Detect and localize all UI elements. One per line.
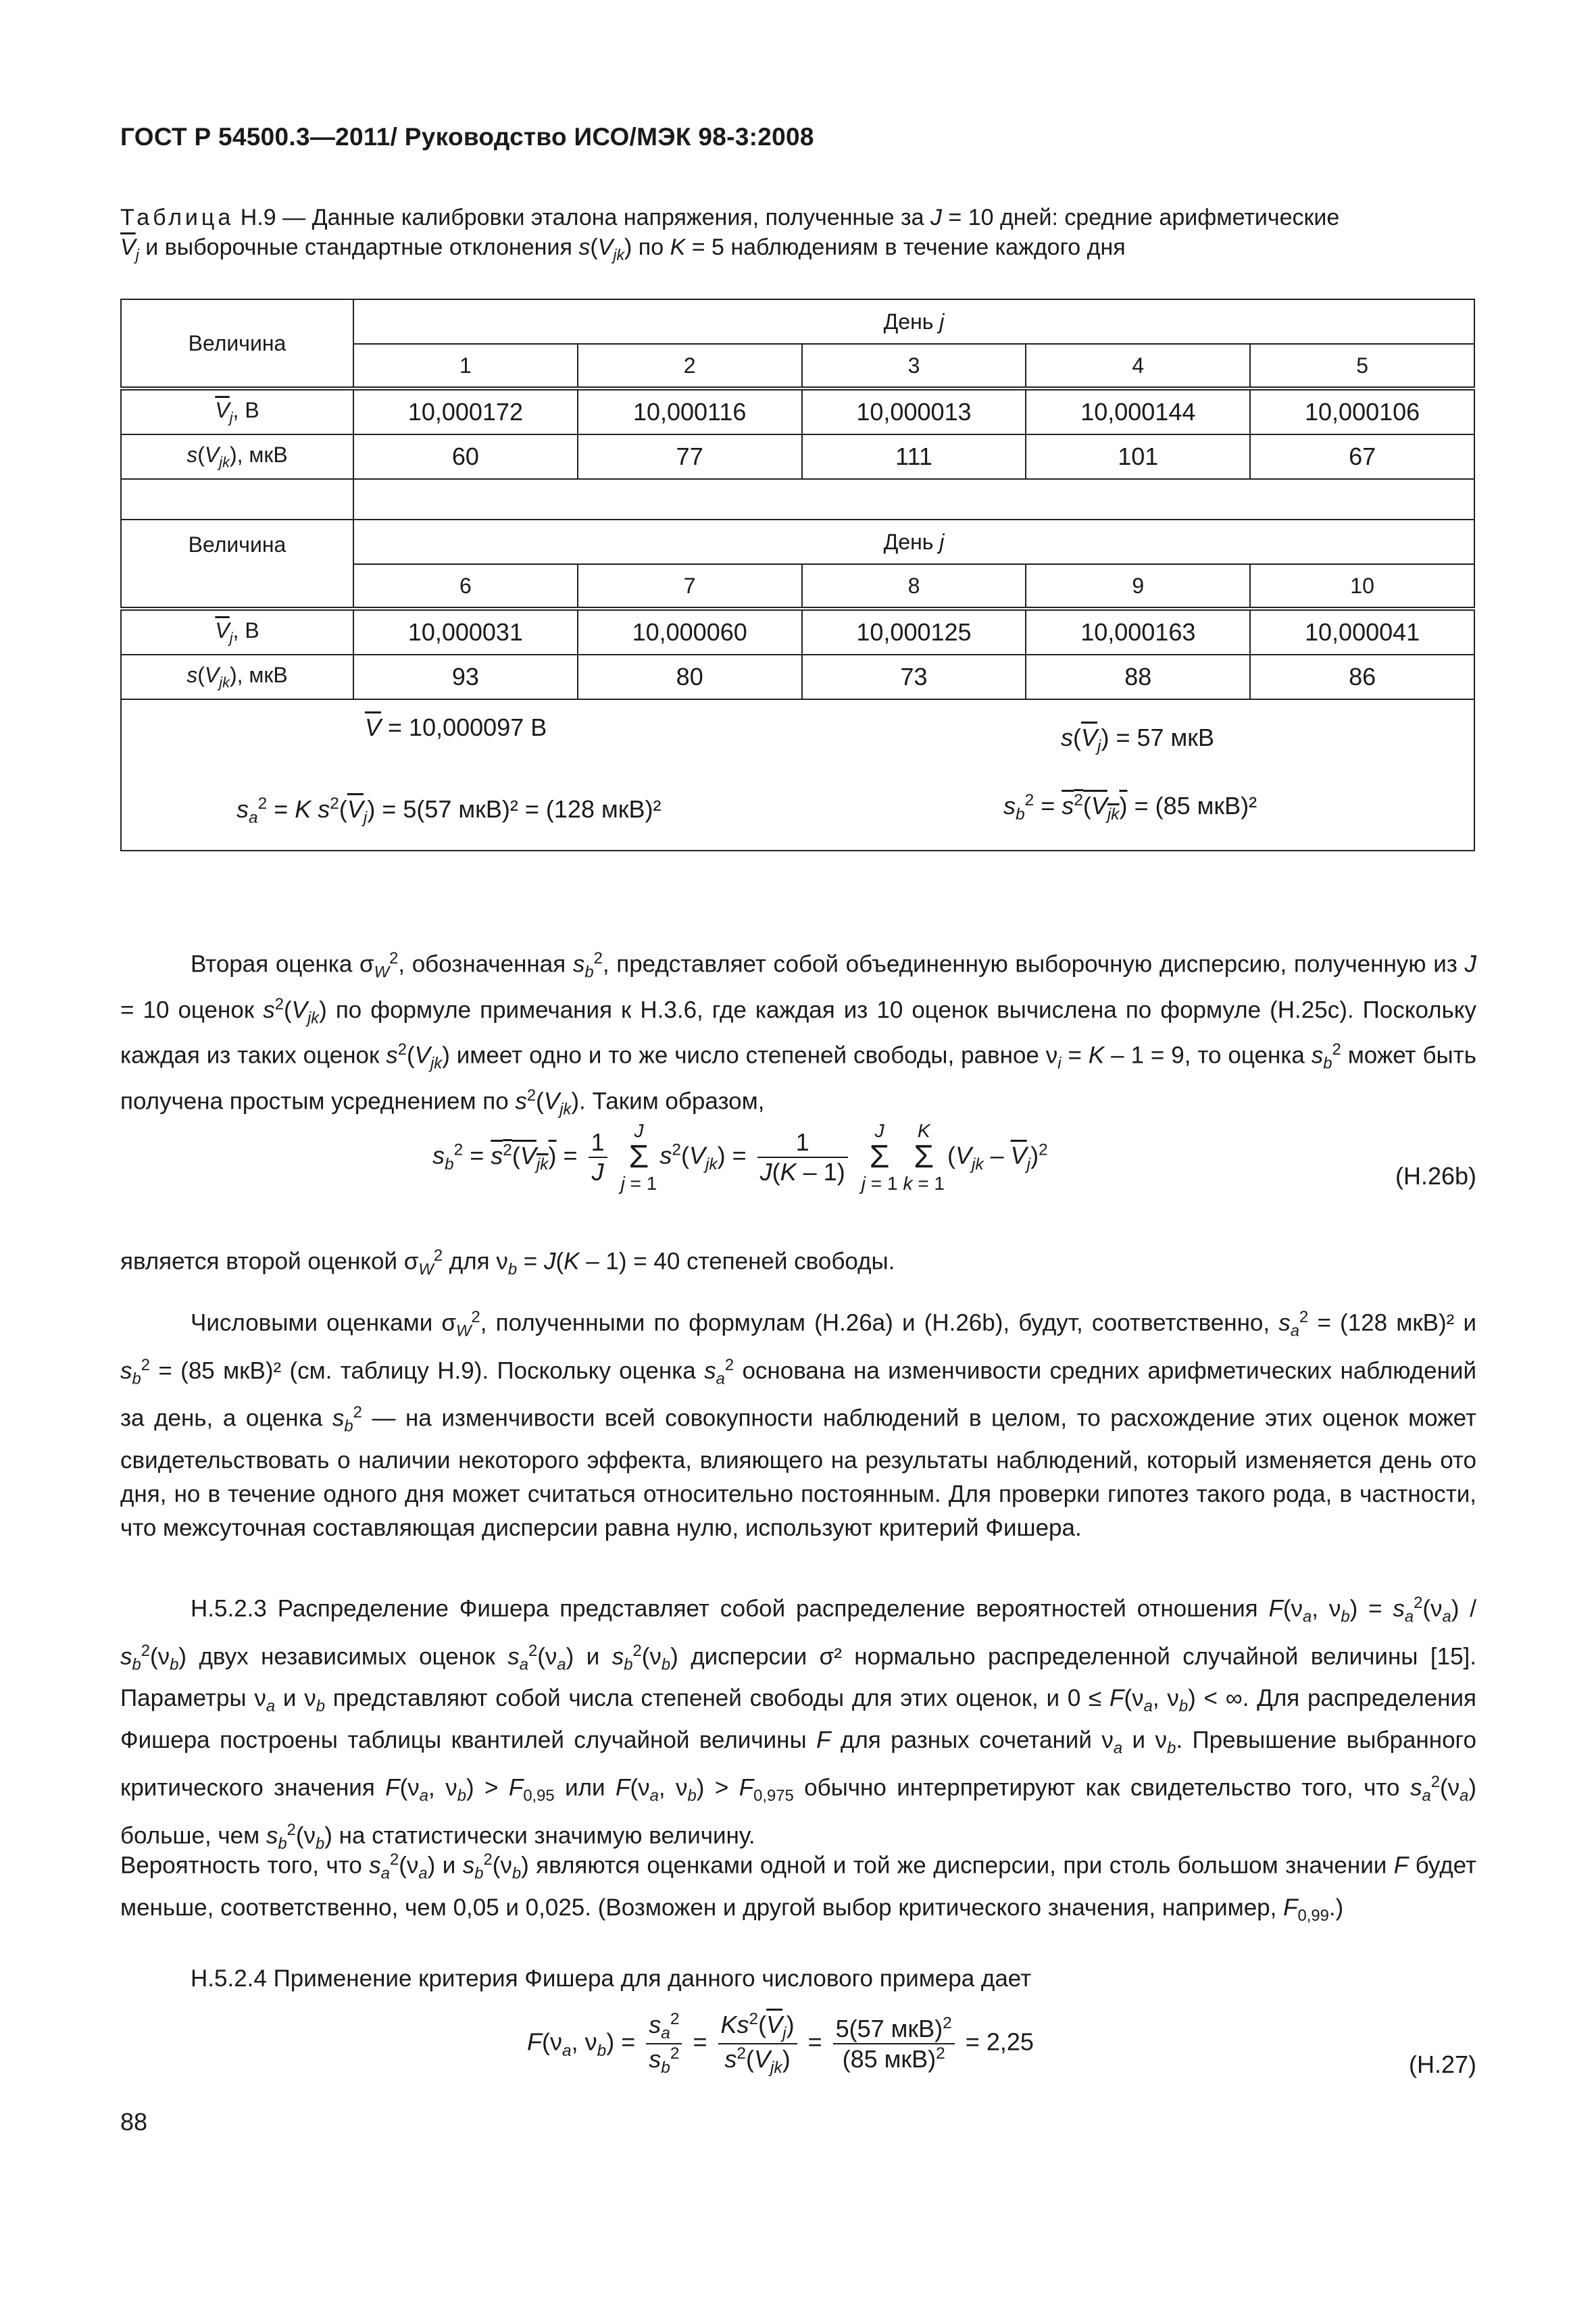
- paragraph: является второй оценкой $\sigma_W^2$ для $\nu_b = J(K - 1) = 40$ степеней свободы.: [120, 1247, 895, 1279]
- blank-cell: [121, 479, 353, 520]
- table-cell: 67: [1250, 434, 1474, 479]
- paragraph: Вторая оценка $\sigma_W^2$, обозначенная $s_b^2$, представляет собой объединенную выборочную дисперсию, полученную из J = 10 оценок $s^2(V_{jk})$ по формуле примечания к Н.3.6, где каждая из 10 оценок вычислена по формуле (Н.25с). Поскольку каждая из таких оценок $s^2(V_{jk})$ имеет одно и то же число степеней свободы, равное $\nu_i = K - 1 = 9$, то оценка $s_b^2$ может быть получена простым усреднением по $s^2(V_{jk})$. Таким образом,: [120, 949, 1477, 1119]
- blank-cell: [353, 479, 1474, 520]
- table-cell: 10,000125: [802, 609, 1026, 655]
- table-cell: 10,000144: [1026, 388, 1250, 434]
- calibration-table: [120, 299, 1475, 851]
- mean-sd: $s(\overline{V}_j) = 57$ мкВ: [1061, 724, 1215, 756]
- day-number: 10: [1250, 564, 1474, 609]
- row-label-mean: $\overline{V}_j$, В: [121, 388, 353, 434]
- grand-mean: $\overline{V} = 10,000097$ В: [365, 713, 547, 741]
- table-cell: 10,000041: [1250, 609, 1474, 655]
- row-label-sd: $s(V_{jk})$, мкВ: [121, 434, 353, 479]
- sb2-value: $s_b^2 = s^2(V_{jk}) = (85$ мкВ)²: [1003, 791, 1257, 824]
- paragraph: Н.5.2.3 Распределение Фишера представляет собой распределение вероятностей отношения $F(\nu_a$, $\nu_b) = s_a^2(\nu_a) / s_b^2(\nu_b)$ двух независимых оценок $s_a^2(\nu_a)$ и $s_b^2(\nu_b)$ дисперсии σ² нормально распределенной случайной величины [15]. Параметры $\nu_a$ и $\nu_b$ представляют собой числа степеней свободы для этих оценок, и $0 \le F(\nu_a$, $\nu_b$) < ∞. Для распределения Фишера построены таблицы квантилей случайной величины F для разных сочетаний $\nu_a$ и $\nu_b$. Превышение выбранного критического значения $F(\nu_a$, $\nu_b) > F_{0,95}$ или $F(\nu_a$, $\nu_b) > F_{0,975}$ обычно интерпретируют как свидетельство того, что $s_a^2(\nu_a)$ больше, чем $s_b^2(\nu_b)$ на статистически значимую величину.: [120, 1594, 1477, 1853]
- table-cell: 60: [353, 434, 578, 479]
- formula-h27: $F(\nu_a$, $\nu_b$) = $\frac{s_a^2}{s_b^2}$ = $\frac{Ks^2(\overline{V}_j)}{s^2(V_{jk})}$ = $\frac{5(57 мкВ)^2}{(85 мкВ)^2}$ = 2,25: [527, 2010, 1034, 2078]
- equation-number: (Н.27): [1408, 2051, 1476, 2078]
- quantity-header: Величина: [121, 520, 353, 609]
- table-cell: 10,000172: [353, 388, 578, 434]
- table-cell: 111: [802, 434, 1026, 479]
- day-number: 4: [1026, 344, 1250, 388]
- day-number: 8: [802, 564, 1026, 609]
- table-cell: 10,000031: [353, 609, 578, 655]
- table-cell: 10,000060: [578, 609, 802, 655]
- day-number: 5: [1250, 344, 1474, 388]
- day-header: День j: [353, 520, 1474, 564]
- paragraph: Числовыми оценками $\sigma_W^2$, полученными по формулам (Н.26а) и (Н.26b), будут, соответственно, $s_a^2 = (128$ мкВ)² и $s_b^2 = (85$ мкВ)² (см. таблицу Н.9). Поскольку оценка $s_a^2$ основана на изменчивости средних арифметических наблюдений за день, а оценка $s_b^2$ — на изменчивости всей совокупности наблюдений в целом, то расхождение этих оценок может свидетельствовать о наличии некоторого эффекта, влияющего на результаты наблюдений, который изменяется день ото дня, но в течение одного дня может считаться относительно постоянным. Для проверки гипотез такого рода, в частности, что межсуточная составляющая дисперсии равна нулю, используют критерий Фишера.: [120, 1308, 1477, 1541]
- day-number: 3: [802, 344, 1026, 388]
- table-cell: 80: [578, 655, 802, 699]
- day-number: 2: [578, 344, 802, 388]
- table-cell: 88: [1026, 655, 1250, 699]
- row-label-sd: $s(V_{jk})$, мкВ: [121, 655, 353, 699]
- formula-h26b: $s_b^2 = s^2(V_{jk})$ = $\frac{1}{J}$ J Σ $j = 1s^2(V_{jk})$ = $\frac{1}{J(K - 1)}$ J Σ j = 1K Σ $k = 1(V_{jk} - \overline{V}_j)^2$: [432, 1120, 1048, 1194]
- equation-number: (Н.26b): [1395, 1162, 1476, 1190]
- table-cell: 10,000116: [578, 388, 802, 434]
- table-cell: 93: [353, 655, 578, 699]
- paragraph: Н.5.2.4 Применение критерия Фишера для данного числового примера дает: [191, 1965, 1032, 1992]
- table-cell: 86: [1250, 655, 1474, 699]
- day-number: 1: [353, 344, 578, 388]
- table-cell: 73: [802, 655, 1026, 699]
- page-number: 88: [120, 2108, 148, 2136]
- table-cell: 10,000013: [802, 388, 1026, 434]
- row-label-mean: $\overline{V}_j$, В: [121, 609, 353, 655]
- paragraph: Вероятность того, что $s_a^2(\nu_a)$ и $s_b^2(\nu_b)$ являются оценками одной и той же дисперсии, при столь большом значении F будет меньше, соответственно, чем 0,05 и 0,025. (Возможен и другой выбор критического значения, например, $F_{0,99}$.): [120, 1851, 1477, 1925]
- table-cell: 77: [578, 434, 802, 479]
- table-cell: 10,000163: [1026, 609, 1250, 655]
- day-number: 6: [353, 564, 578, 609]
- table-caption: Таблица Н.9 — Данные калибровки эталона напряжения, полученные за J = 10 дней: средние арифметические $\overline{V}_j$ и выборочные стандартные отклонения $s(V_{jk})$ по K = 5 наблюдениям в течение каждого дня: [120, 205, 1340, 263]
- table-summary: [121, 699, 1474, 851]
- day-header: День j: [353, 299, 1474, 344]
- document-header: ГОСТ Р 54500.3—2011/ Руководство ИСО/МЭК 98-3:2008: [120, 123, 814, 151]
- sa2-value: $s_a^2 = K$ $s^2(\overline{V}_j) = 5(57$ мкВ)² = (128 мкВ)²: [236, 795, 662, 828]
- quantity-header: Величина: [121, 299, 353, 388]
- table-cell: 10,000106: [1250, 388, 1474, 434]
- day-number: 9: [1026, 564, 1250, 609]
- day-number: 7: [578, 564, 802, 609]
- table-cell: 101: [1026, 434, 1250, 479]
